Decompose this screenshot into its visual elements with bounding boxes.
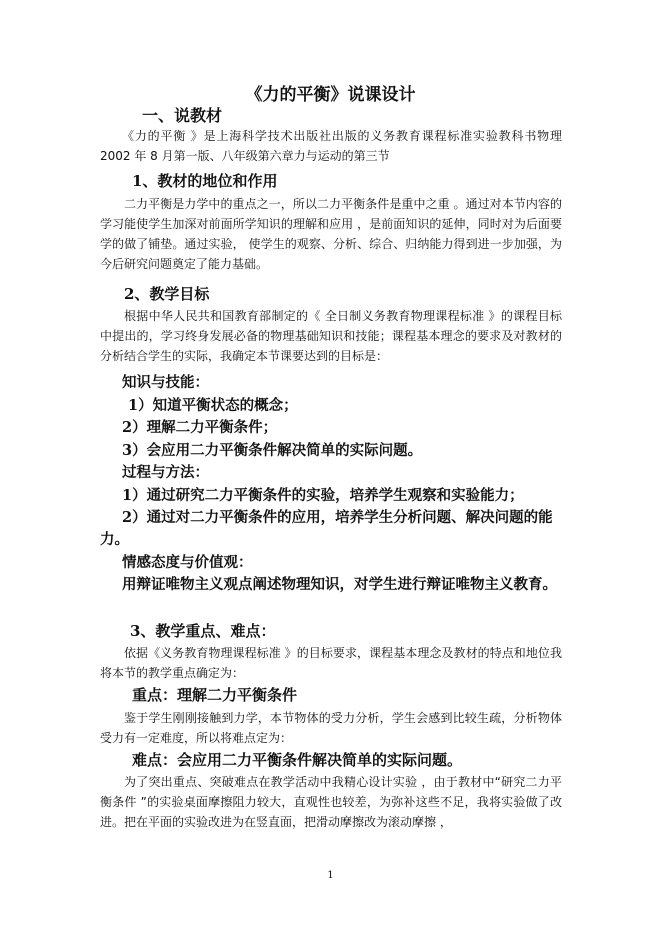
key-reason-paragraph: 鉴于学生刚刚接触到力学，本节物体的受力分析，学生会感到比较生疏，分析物体受力有一定难度，所以将难点定为：	[100, 711, 562, 745]
section-heading-textbook: 一、说教材	[142, 106, 223, 125]
document-title: 《力的平衡》说课设计	[245, 85, 416, 105]
knowledge-heading: 知识与技能：	[122, 374, 209, 391]
role-paragraph: 二力平衡是力学中的重点之一，所以二力平衡条件是重中之重 。通过对本节内容的学习能使学生加深对前面所学知识的理解和应用 ，是前面知识的延伸，同时对为后面要学的做了铺垫。通过实验， 使学生的观察、分析、综合、归纳能力得到进一步加强，为今后研究问题奠定了能力基础。	[100, 197, 562, 271]
knowledge-item-2: 2）理解二力平衡条件；	[122, 419, 278, 436]
goals-paragraph: 根据中华人民共和国教育部制定的《 全日制义务教育物理课程标准 》的课程目标中提出的，学习终身发展必备的物理基础知识和技能；课程基本理念的要求及对教材的分析结合学生的实际，我确定本节课要达到的目标是：	[100, 309, 562, 363]
knowledge-item-3: 3）会应用二力平衡条件解决简单的实际问题。	[122, 442, 423, 459]
emotion-heading: 情感态度与价值观：	[122, 554, 253, 571]
process-heading: 过程与方法：	[122, 464, 209, 481]
subsection-heading-goals: 2、教学目标	[124, 285, 210, 303]
subsection-heading-key-points: 3、教学重点、难点：	[130, 622, 276, 640]
knowledge-item-1: 1）知道平衡状态的概念；	[128, 397, 298, 414]
process-item-2: 2）通过对二力平衡条件的应用，培养学生分析问题、解决问题的能力。	[100, 509, 553, 548]
subsection-heading-role: 1、教材的地位和作用	[132, 172, 278, 190]
difficult-point-line: 难点：会应用二力平衡条件解决简单的实际问题。	[132, 751, 463, 769]
page-number: 1	[327, 870, 334, 881]
key-point-line: 重点：理解二力平衡条件	[132, 686, 298, 704]
process-item-1: 1）通过研究二力平衡条件的实验，培养学生观察和实验能力；	[122, 487, 524, 504]
section-intro-paragraph: 《力的平衡 》是上海科学技术出版社出版的义务教育课程标准实验教科书物理 2002 年 8 月第一版、八年级第六章力与运动的第三节	[100, 129, 562, 163]
key-points-paragraph: 依据《义务教育物理课程标准 》的目标要求，课程基本理念及教材的特点和地位我将本节的教学重点确定为：	[100, 646, 562, 680]
emotion-paragraph: 用辩证唯物主义观点阐述物理知识，对学生进行辩证唯物主义教育。	[122, 576, 557, 593]
experiment-paragraph: 为了突出重点、突破难点在教学活动中我精心设计实验 ，由于教材中“研究二力平衡条件 ”的实验桌面摩擦阻力较大，直观性也较差，为弥补这些不足，我将实验做了改进。把在平面的实验改进为在竖直面，把滑动摩擦改为滚动摩擦 ，	[100, 775, 562, 829]
